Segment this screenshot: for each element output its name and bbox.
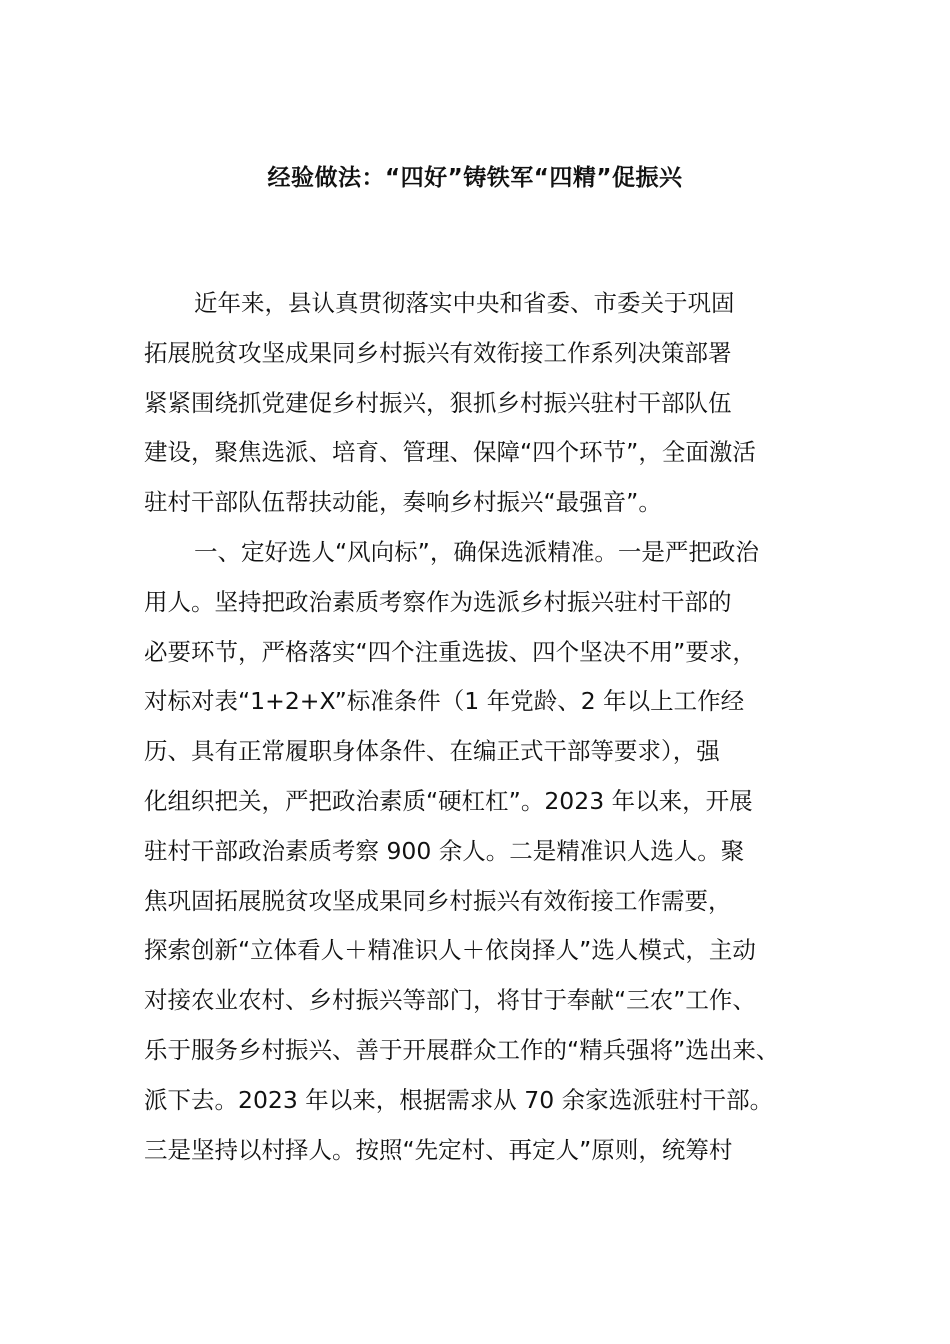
paragraph-line: 三是坚持以村择人。按照“先定村、再定人”原则，统筹村 — [144, 1135, 733, 1164]
paragraph-line: 建设，聚焦选派、培育、管理、保障“四个环节”，全面激活 — [144, 438, 756, 467]
paragraph-line: 化组织把关，严把政治素质“硬杠杠”。2023 年以来，开展 — [144, 786, 753, 815]
paragraph-line: 驻村干部政治素质考察 900 余人。二是精准识人选人。聚 — [144, 836, 745, 865]
paragraph-line: 紧紧围绕抓党建促乡村振兴，狠抓乡村振兴驻村干部队伍 — [144, 388, 732, 417]
paragraph-line: 一、定好选人“风向标”，确保选派精准。一是严把政治 — [194, 537, 759, 566]
document-title: 经验做法：“四好”铸铁军“四精”促振兴 — [267, 165, 683, 191]
document-body — [144, 279, 824, 1175]
paragraph-line: 探索创新“立体看人＋精准识人＋依岗择人”选人模式，主动 — [144, 936, 756, 965]
paragraph-line: 派下去。2023 年以来，根据需求从 70 余家选派驻村干部。 — [144, 1085, 774, 1114]
paragraph-line: 驻村干部队伍帮扶动能，奏响乡村振兴“最强音”。 — [144, 488, 662, 517]
paragraph-line: 历、具有正常履职身体条件、在编正式干部等要求），强 — [144, 737, 720, 766]
paragraph-line: 对接农业农村、乡村振兴等部门，将甘于奉献“三农”工作、 — [144, 986, 756, 1015]
paragraph-line: 用人。坚持把政治素质考察作为选派乡村振兴驻村干部的 — [144, 587, 732, 616]
paragraph-line: 焦巩固拓展脱贫攻坚成果同乡村振兴有效衔接工作需要， — [144, 886, 732, 915]
paragraph-line: 拓展脱贫攻坚成果同乡村振兴有效衔接工作系列决策部署 — [144, 338, 732, 367]
paragraph-line: 必要环节，严格落实“四个注重选拔、四个坚决不用”要求， — [144, 637, 756, 666]
paragraph-line: 乐于服务乡村振兴、善于开展群众工作的“精兵强将”选出来、 — [144, 1035, 780, 1064]
paragraph-line: 对标对表“1+2+X”标准条件（1 年党龄、2 年以上工作经 — [144, 687, 745, 716]
paragraph-line: 近年来，县认真贯彻落实中央和省委、市委关于巩固 — [194, 289, 735, 317]
